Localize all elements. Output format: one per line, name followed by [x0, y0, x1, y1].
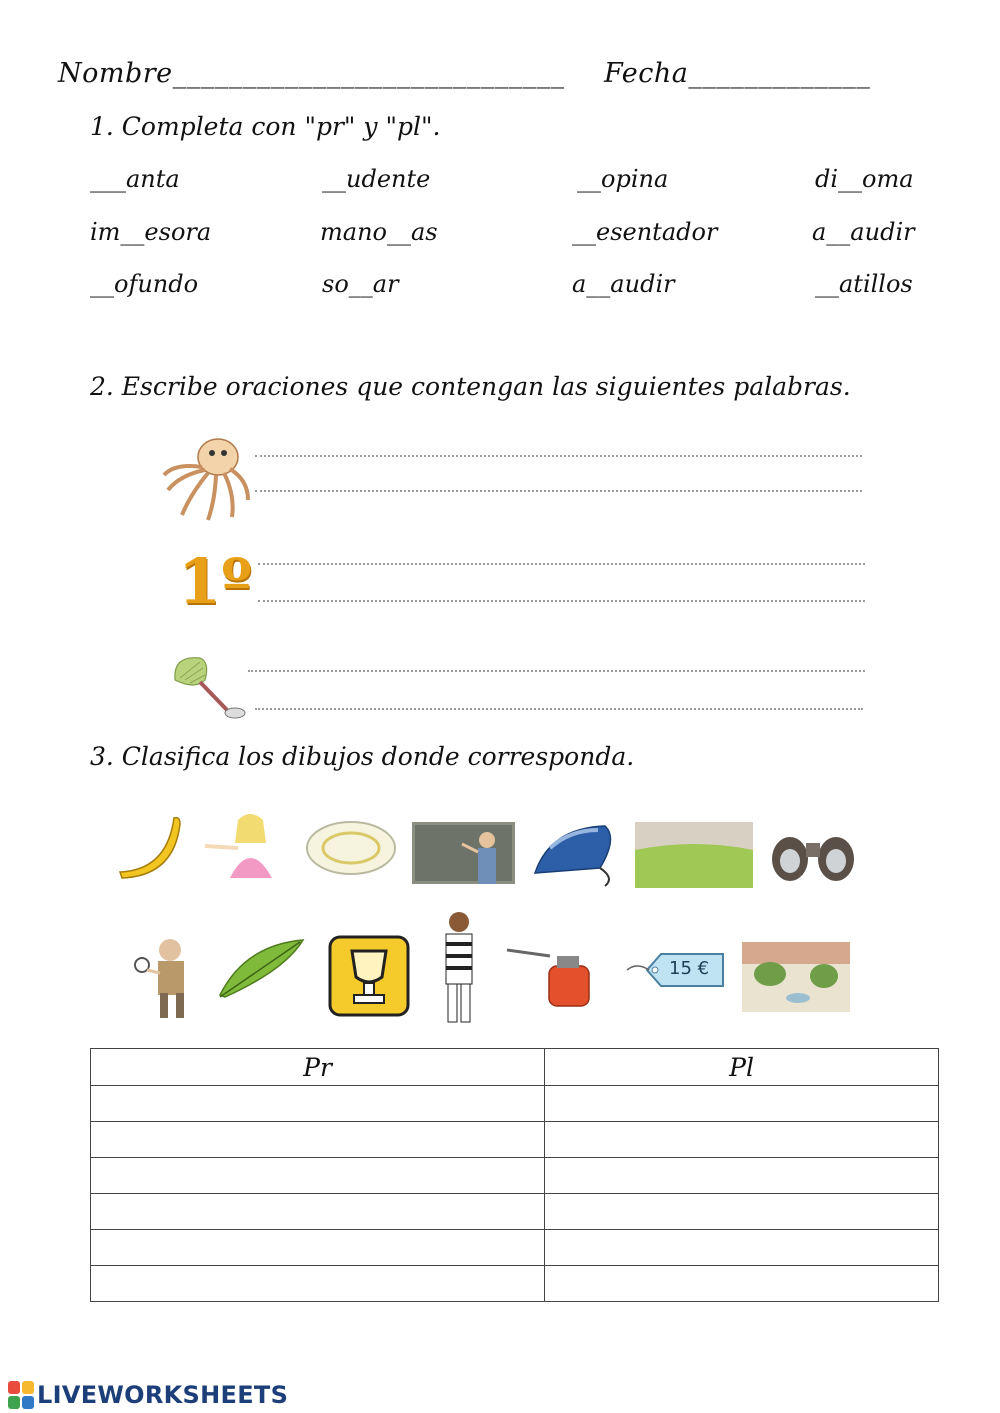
plate-icon[interactable]	[305, 818, 397, 878]
table-header-pl: Pl	[545, 1049, 939, 1086]
table-cell[interactable]	[91, 1086, 545, 1122]
teacher-icon[interactable]	[412, 822, 515, 884]
table-cell[interactable]	[91, 1266, 545, 1302]
name-field-label	[58, 58, 565, 89]
date-blank[interactable]: _____________	[688, 58, 871, 89]
name-label: Nombre	[58, 58, 173, 89]
word-blank[interactable]: __esentador	[572, 218, 718, 246]
meadow-icon[interactable]	[635, 822, 753, 888]
first-place-icon: 1º	[178, 545, 253, 618]
word-blank[interactable]: a__audir	[812, 218, 915, 246]
table-cell[interactable]	[91, 1122, 545, 1158]
blowtorch-icon[interactable]	[505, 938, 597, 1008]
banana-icon[interactable]	[112, 810, 184, 880]
table-row	[91, 1158, 939, 1194]
word-blank[interactable]: ___anta	[90, 165, 180, 193]
iron-icon[interactable]	[530, 818, 620, 888]
writing-line[interactable]	[258, 600, 865, 602]
table-cell[interactable]	[545, 1194, 939, 1230]
word-blank[interactable]: __udente	[322, 165, 431, 193]
table-cell[interactable]	[545, 1158, 939, 1194]
table-cell[interactable]	[91, 1230, 545, 1266]
exercise2-title: 2. Escribe oraciones que contengan las siguientes palabras.	[90, 372, 851, 401]
word-blank[interactable]: __opina	[577, 165, 669, 193]
octopus-icon	[160, 435, 250, 523]
name-blank[interactable]: ____________________________	[172, 58, 565, 89]
table-cell[interactable]	[545, 1122, 939, 1158]
table-row	[91, 1122, 939, 1158]
table-row	[91, 1230, 939, 1266]
binoculars-icon[interactable]	[768, 825, 860, 885]
table-header-pr: Pr	[91, 1049, 545, 1086]
classification-table	[90, 1048, 939, 1302]
writing-line[interactable]	[255, 708, 863, 710]
word-blank[interactable]: di__oma	[815, 165, 914, 193]
writing-line[interactable]	[248, 670, 865, 672]
word-blank[interactable]: so__ar	[322, 270, 399, 298]
word-blank[interactable]: im__esora	[90, 218, 212, 246]
exercise1-title: 1. Completa con "pr" y "pl".	[90, 112, 441, 141]
feather-icon[interactable]	[215, 935, 305, 1000]
word-blank[interactable]: mano__as	[320, 218, 438, 246]
table-cell[interactable]	[545, 1230, 939, 1266]
plaza-icon[interactable]	[742, 942, 850, 1012]
price-tag-icon[interactable]	[625, 948, 727, 992]
table-row	[91, 1194, 939, 1230]
table-cell[interactable]	[91, 1194, 545, 1230]
table-row	[91, 1266, 939, 1302]
word-blank[interactable]: a__audir	[572, 270, 675, 298]
date-label: Fecha	[604, 58, 689, 89]
logo-text: LIVEWORKSHEETS	[37, 1381, 289, 1409]
logo-mark-icon	[8, 1381, 34, 1409]
writing-line[interactable]	[255, 490, 862, 492]
table-cell[interactable]	[545, 1086, 939, 1122]
table-cell[interactable]	[91, 1158, 545, 1194]
word-blank[interactable]: __atillos	[815, 270, 913, 298]
liveworksheets-logo[interactable]	[8, 1380, 288, 1410]
table-cell[interactable]	[545, 1266, 939, 1302]
writing-line[interactable]	[258, 563, 865, 565]
feather-duster-icon	[165, 650, 250, 725]
writing-line[interactable]	[255, 455, 862, 457]
trophy-icon[interactable]	[328, 935, 410, 1017]
table-row	[91, 1086, 939, 1122]
price-tag-text: 15 €	[669, 958, 710, 979]
prisoner-icon[interactable]	[438, 908, 480, 1026]
old-man-icon[interactable]	[130, 935, 210, 1020]
word-blank[interactable]: __ofundo	[90, 270, 199, 298]
date-field-label	[604, 58, 870, 89]
princess-icon[interactable]	[200, 808, 285, 883]
exercise3-title: 3. Clasifica los dibujos donde corresponda.	[90, 742, 635, 771]
